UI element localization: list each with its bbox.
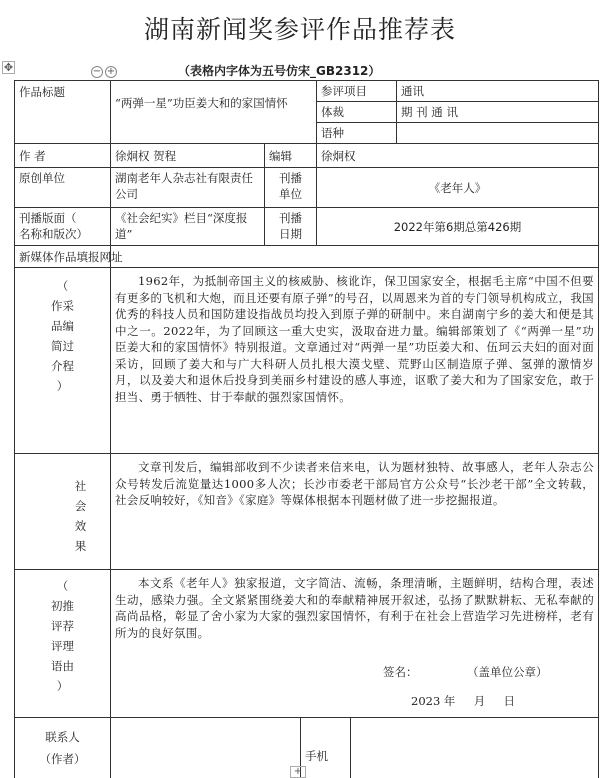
label-pub-unit-line1: 刊播: [279, 171, 302, 185]
page-title: 湖南新闻奖参评作品推荐表: [143, 15, 456, 44]
layout-value[interactable]: 《社会纪实》栏目“深度报道”: [110, 207, 264, 245]
label-new-media: 新媒体作品填报网址: [14, 245, 110, 267]
seal-note: （盖单位公章）: [467, 665, 548, 679]
effect-text[interactable]: 文章刊发后，编辑部收到不少读者来信来电，认为题材独特、故事感人，老年人杂志公众号转发后流览量达1000多人次；长沙市委老干部局官方公众号“长沙老干部”全文转载，社会反响较好，《知音》《家庭》等媒体根据本刊题材做了进一步挖掘报道。: [110, 453, 599, 569]
page-subtitle: （表格内字体为五号仿宋_GB2312）: [178, 64, 381, 78]
label-review-5: ）: [56, 679, 69, 693]
label-author: 作 者: [14, 143, 110, 167]
label-contact: [14, 717, 110, 778]
sign-date: 2023 年 月 日: [411, 694, 515, 708]
label-language: 语种: [316, 122, 396, 143]
author-value[interactable]: 徐炯权 贺程: [110, 143, 264, 167]
label-review-4: 语由: [51, 659, 74, 673]
label-collection-3: 简过: [51, 339, 74, 353]
new-media-value[interactable]: [110, 245, 599, 267]
expand-plus-icon[interactable]: +: [106, 66, 116, 77]
add-row-plus-icon[interactable]: +: [290, 766, 306, 778]
label-layout: [14, 207, 110, 245]
label-review-0: （: [56, 579, 69, 593]
category-value[interactable]: 通讯: [396, 80, 599, 101]
label-review-1: 初推: [51, 599, 74, 613]
label-collection-1: 作采: [51, 299, 74, 313]
language-value[interactable]: [396, 122, 599, 143]
label-genre: 体裁: [316, 101, 396, 122]
label-work-title: 作品标题: [14, 80, 110, 143]
label-contact-line1: 联系人: [45, 730, 80, 744]
label-effect-2: 效: [74, 519, 87, 533]
signature-label: 签名：: [383, 665, 418, 679]
label-pub-unit: [264, 167, 316, 207]
review-cell: [110, 569, 599, 717]
phone-value[interactable]: [350, 717, 599, 778]
label-unit: 原创单位: [14, 167, 110, 207]
label-review-3: 评理: [51, 639, 74, 653]
pub-unit-value[interactable]: 《老年人》: [316, 167, 599, 207]
label-review: [14, 569, 110, 717]
label-effect-0: 社: [74, 479, 87, 493]
review-text[interactable]: 本文系《老年人》独家报道，文字简洁、流畅，条理清晰，主题鲜明，结构合理，表述生动，感染力强。全文紧紧围绕姜大和的奉献精神展开叙述，弘扬了默默耕耘、无私奉献的高尚品格，彰显了舍小家为大家的强烈家国情怀，有利于在社会上营造学习先进榜样，老有所为的良好氛围。: [115, 576, 594, 640]
label-pub-date: [264, 207, 316, 245]
label-effect-3: 果: [74, 539, 87, 553]
collection-text[interactable]: 1962年，为抵制帝国主义的核威胁、核讹诈，保卫国家安全，根据毛主席“中国不但要有更多的飞机和大炮，而且还要有原子弹”的号召，以周恩来为首的专门领导机构成立，我国优秀的科技人员和国防建设指战员均投入到原子弹的研制中。来自湖南宁乡的姜大和便是其中之一。2022年，为了回顾这一重大史实，汲取奋进力量。编辑部策划了《“两弹一星”功臣姜大和的家国情怀》特别报道。文章通过对“两弹一星”功臣姜大和、伍珂云夫妇的面对面采访，回顾了姜大和与广大科研人员扎根大漠戈壁、荒野山区制造原子弹、氢弹的激情岁月，以及姜大和退休后投身到美丽乡村建设的感人事迹，讴歌了姜大和为了国家安危，敢于担当、勇于牺牲、甘于奉献的强烈家国情怀。: [110, 267, 599, 453]
genre-value[interactable]: 期 刊 通 讯: [396, 101, 599, 122]
label-effect: [14, 453, 110, 569]
label-collection-4: 介程: [51, 359, 74, 373]
label-editor: 编辑: [264, 143, 316, 167]
label-pub-date-line2: 日期: [279, 227, 302, 241]
label-contact-line2: （作者）: [39, 752, 86, 766]
unit-value[interactable]: 湖南老年人杂志社有限责任公司: [110, 167, 264, 207]
label-phone: 手机: [300, 717, 350, 778]
label-collection: [14, 267, 110, 453]
label-pub-unit-line2: 单位: [279, 187, 302, 201]
label-review-2: 评荐: [51, 619, 74, 633]
label-pub-date-line1: 刊播: [279, 211, 302, 225]
pub-date-value[interactable]: 2022年第6期总第426期: [316, 207, 599, 245]
contact-value[interactable]: [110, 717, 300, 778]
label-layout-line2: 名称和版次）: [19, 227, 88, 241]
label-layout-line1: 刊播版面（: [19, 211, 77, 225]
label-collection-2: 品编: [51, 319, 74, 333]
collapse-minus-icon[interactable]: −: [92, 66, 102, 77]
table-move-handle-icon[interactable]: ✥: [3, 61, 14, 74]
editor-value[interactable]: 徐炯权: [316, 143, 599, 167]
label-collection-0: （: [56, 279, 69, 293]
recommendation-table: [14, 80, 599, 778]
work-title-value[interactable]: “两弹一星”功臣姜大和的家国情怀: [110, 80, 316, 143]
label-effect-1: 会: [74, 499, 87, 513]
label-category: 参评项目: [316, 80, 396, 101]
label-collection-5: ）: [56, 379, 69, 393]
